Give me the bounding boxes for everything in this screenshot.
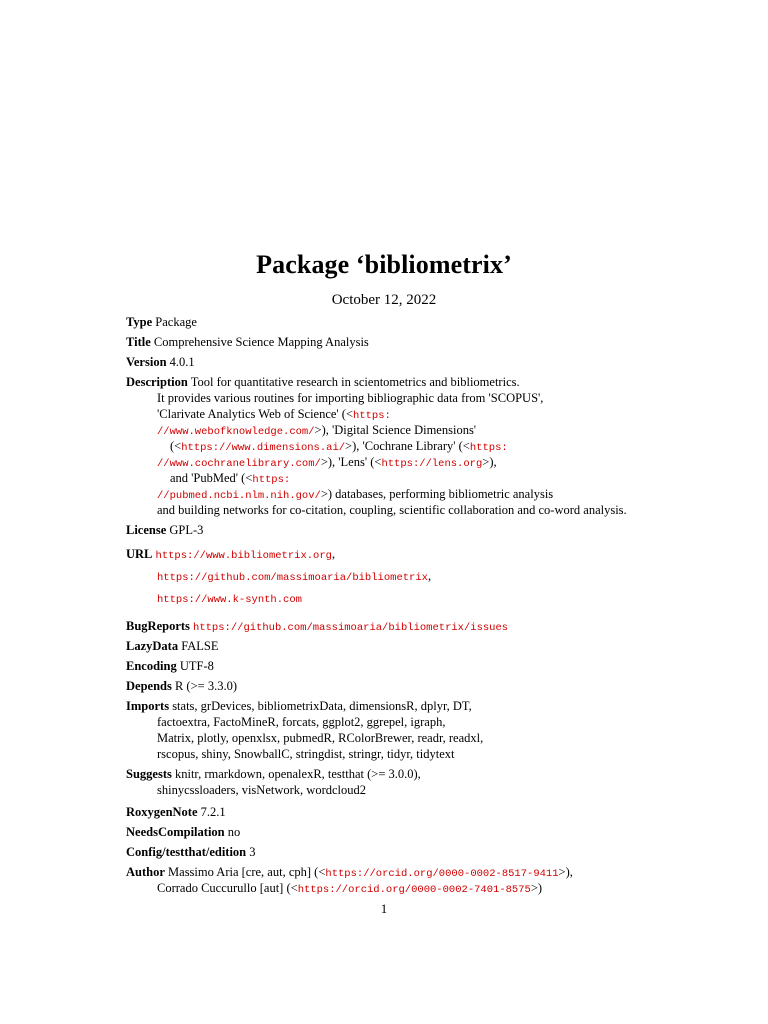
field-value: GPL-3 <box>169 523 204 537</box>
description-line: //www.cochranelibrary.com/>), 'Lens' (<https://lens.org>), <box>157 455 497 470</box>
description-line: It provides various routines for importing bibliographic data from 'SCOPUS', <box>157 391 544 405</box>
field-depends <box>126 678 646 694</box>
field-imports <box>126 698 646 762</box>
field-label: Author <box>126 865 165 879</box>
description-line: //pubmed.ncbi.nlm.nih.gov/>) databases, performing bibliometric analysis <box>157 487 554 502</box>
field-label: Description <box>126 375 188 389</box>
field-value: FALSE <box>181 639 219 653</box>
imports-line: Matrix, plotly, openxlsx, pubmedR, RColorBrewer, readr, readxl, <box>157 731 484 745</box>
field-value: UTF-8 <box>179 659 214 673</box>
field-label: Encoding <box>126 659 177 673</box>
publication-date: October 12, 2022 <box>331 292 437 308</box>
field-author: Author Massimo Aria [cre, aut, cph] (<https://orcid.org/0000-0002-8517-9411>), Corrado Cuccurullo [aut] (<https://orcid.org/0000-0002-7401-8575>) <box>126 864 646 896</box>
field-label: License <box>126 523 167 537</box>
field-label: Title <box>126 335 151 349</box>
description-line: (<https://www.dimensions.ai/>), 'Cochrane Library' (<https: <box>170 439 508 454</box>
url-link[interactable]: https://github.com/massimoaria/bibliometrix <box>157 572 428 584</box>
author-line: Corrado Cuccurullo [aut] (<https://orcid.org/0000-0002-7401-8575>) <box>157 881 543 896</box>
url-link[interactable]: https: <box>353 410 391 422</box>
field-label: Depends <box>126 679 172 693</box>
field-config-testthat-edition <box>126 844 646 860</box>
description-fields <box>126 314 646 896</box>
field-type <box>126 314 646 330</box>
field-label: Suggests <box>126 767 172 781</box>
field-needscompilation <box>126 824 646 840</box>
field-label: Imports <box>126 699 170 713</box>
imports-line: factoextra, FactoMineR, forcats, ggplot2, ggrepel, igraph, <box>157 715 446 729</box>
field-suggests <box>126 766 646 798</box>
field-url: URL https://www.bibliometrix.org, https://github.com/massimoaria/bibliometrix, https://www.k-synth.com <box>126 547 432 606</box>
field-roxygennote <box>126 804 646 820</box>
field-value: no <box>227 825 241 839</box>
field-label: Config/testthat/edition <box>126 845 247 859</box>
field-title <box>126 334 646 350</box>
field-label: LazyData <box>126 639 179 653</box>
suggests-line: knitr, rmarkdown, openalexR, testthat (>= 3.0.0), <box>174 767 421 781</box>
field-value: 4.0.1 <box>169 355 195 369</box>
imports-line: stats, grDevices, bibliometrixData, dimensionsR, dplyr, DT, <box>172 699 472 713</box>
field-description <box>126 374 646 518</box>
orcid-link[interactable]: https://orcid.org/0000-0002-7401-8575 <box>297 884 531 896</box>
page-title: Package ‘bibliometrix’ <box>256 250 512 279</box>
page-number: 1 <box>380 901 388 916</box>
field-license <box>126 522 646 538</box>
url-link[interactable]: https://www.dimensions.ai/ <box>181 442 346 454</box>
description-line: 'Clarivate Analytics Web of Science' (<https: <box>157 407 391 422</box>
field-value: 3 <box>249 845 256 859</box>
url-link[interactable]: https://github.com/massimoaria/bibliometrix/issues <box>193 622 509 634</box>
description-line: Tool for quantitative research in scientometrics and bibliometrics. <box>190 375 520 389</box>
field-value: Package <box>155 315 197 329</box>
field-encoding <box>126 658 646 674</box>
field-value: Comprehensive Science Mapping Analysis <box>153 335 369 349</box>
field-label: Type <box>126 315 153 329</box>
url-link[interactable]: https://www.k-synth.com <box>157 594 302 606</box>
url-link[interactable]: https: <box>252 474 291 486</box>
field-label: Version <box>126 355 167 369</box>
field-label: BugReports <box>126 619 190 633</box>
field-value: R (>= 3.3.0) <box>174 679 237 693</box>
suggests-line: shinycssloaders, visNetwork, wordcloud2 <box>157 783 366 797</box>
url-link[interactable]: //pubmed.ncbi.nlm.nih.gov/ <box>157 490 321 502</box>
description-line: //www.webofknowledge.com/>), 'Digital Science Dimensions' <box>157 423 477 438</box>
field-label: RoxygenNote <box>126 805 198 819</box>
url-link[interactable]: https://www.bibliometrix.org <box>155 550 332 562</box>
field-value: 7.2.1 <box>200 805 226 819</box>
field-bugreports <box>126 618 646 634</box>
url-link[interactable]: https://lens.org <box>381 458 483 470</box>
description-line: and 'PubMed' (<https: <box>170 471 291 486</box>
url-link[interactable]: //www.cochranelibrary.com/ <box>157 458 321 470</box>
orcid-link[interactable]: https://orcid.org/0000-0002-8517-9411 <box>325 868 559 880</box>
field-version <box>126 354 646 370</box>
imports-line: rscopus, shiny, SnowballC, stringdist, stringr, tidyr, tidytext <box>157 747 455 761</box>
url-link[interactable]: https: <box>469 442 508 454</box>
field-label: URL <box>126 547 153 561</box>
url-link[interactable]: //www.webofknowledge.com/ <box>157 426 315 438</box>
field-label: NeedsCompilation <box>126 825 225 839</box>
field-lazydata <box>126 638 646 654</box>
description-line: and building networks for co-citation, coupling, scientific collaboration and co-word analysis. <box>157 503 627 517</box>
